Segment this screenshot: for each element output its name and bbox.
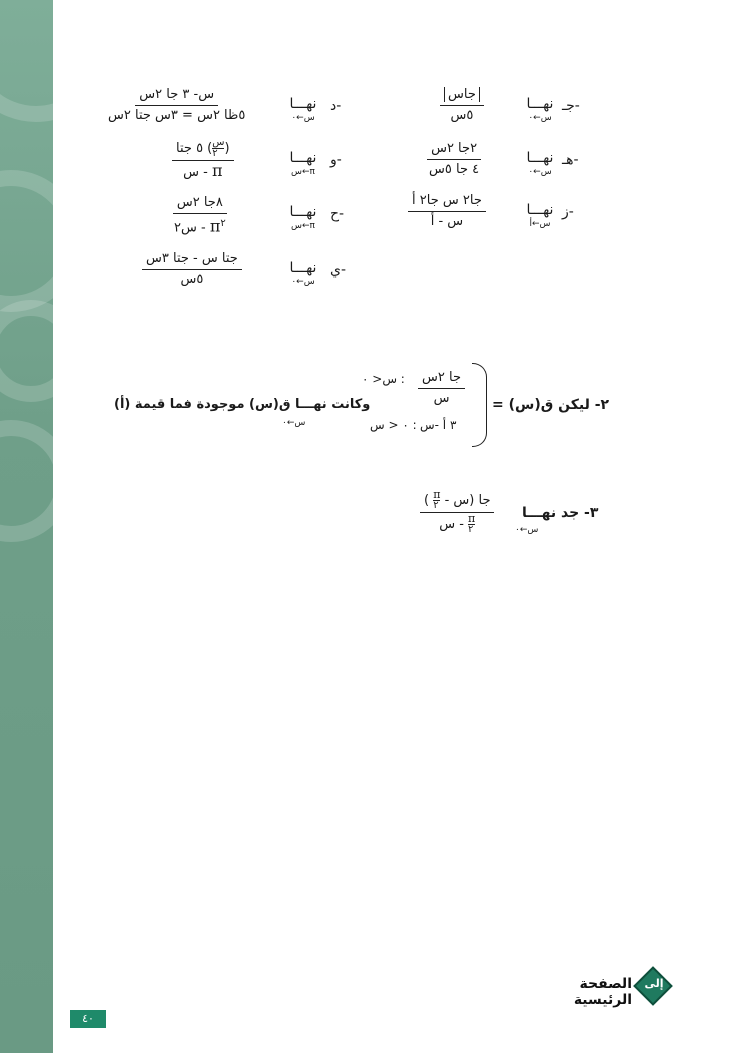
fraction: جتا س - جتا ٣س ٥س	[142, 250, 242, 289]
problem-label: ز-	[562, 204, 574, 220]
problem-label: جـ-	[562, 98, 580, 114]
problem-label: د-	[330, 98, 342, 114]
limit-operator: نهـــا س←أ	[526, 202, 554, 229]
limit-operator: نهـــا س←٠	[526, 150, 554, 177]
limit-operator: نهـــا س←٠	[289, 96, 317, 123]
limit-operator: نهـــا س←٠	[526, 96, 554, 123]
limit-subscript: س←٠	[515, 525, 539, 535]
home-label: الصفحة الرئيسية	[573, 976, 632, 1008]
case-1-fraction: جا ٢س س	[418, 369, 465, 408]
problem-label: ي-	[330, 262, 347, 278]
home-icon-text: إلى	[644, 977, 664, 990]
piecewise-brace	[472, 363, 487, 447]
case-1-condition: : س< ٠	[362, 372, 405, 386]
fraction: ٥ جتا ( س ٢ ) س - π	[172, 138, 234, 182]
problem-label: ح-	[330, 206, 345, 222]
fraction: ٢جا ٢س ٤ جا ٥س	[429, 141, 480, 177]
decorative-sidebar	[0, 0, 53, 1053]
case-2-condition: : ٠ < س	[370, 418, 417, 432]
fraction: س- ٣ جا ٢س ٥ظا ٢س = ٣س جتا ٢س	[108, 87, 246, 123]
case-2-expression: ٣ أ -س	[420, 418, 457, 432]
page-number: ٤٠	[70, 1010, 106, 1028]
limit-operator: نهـــا س←π	[289, 204, 317, 231]
limit-operator: نهـــا س←π	[289, 150, 317, 177]
limit-subscript: س←٠	[282, 418, 306, 428]
home-link[interactable]	[522, 968, 672, 1008]
fraction: ٨جا ٢س س٢ - $\pi^٢$	[174, 195, 226, 236]
question-label: ٢- ليكن ق(س) =	[492, 397, 610, 413]
problem-label: هـ-	[562, 152, 579, 168]
question-2-text: وكانت نهـــا ق(س) موجودة فما قيمة (أ)	[114, 397, 371, 412]
problem-label: و-	[330, 152, 342, 168]
fraction: جاس ٥س	[440, 86, 484, 125]
limit-operator: نهـــا س←٠	[289, 260, 317, 287]
fraction: جا٢ س جا٢ أ س - أ	[408, 192, 486, 231]
fraction: جا (س - π ٢ ) س - π ٢	[420, 490, 494, 535]
question-label: ٣- جد نهـــا	[522, 505, 599, 521]
